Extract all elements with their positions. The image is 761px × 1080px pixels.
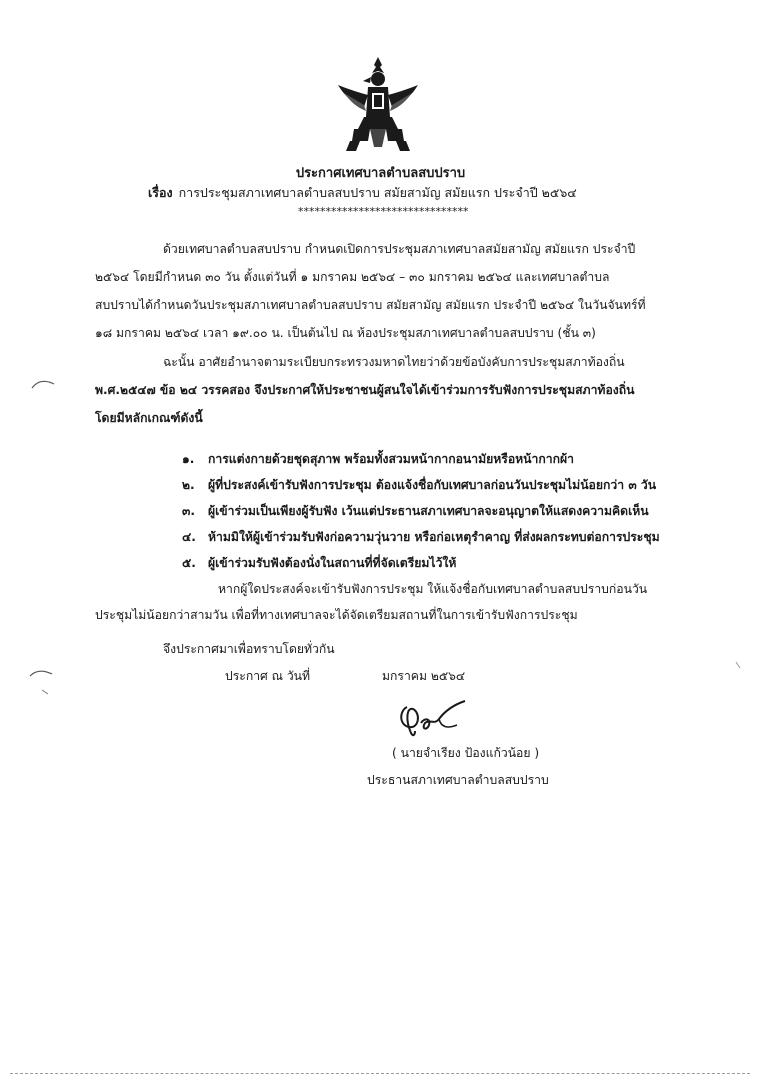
para1-line-3: สบปราบได้กำหนดวันประชุมสภาเทศบาลตำบลสบปราบ สมัยสามัญ สมัยแรก ประจำปี ๒๕๖๔ ในวันจันทร์ที่ <box>95 298 646 312</box>
signatory-name: ( นายจำเรียง ป้องแก้วน้อย ) <box>392 746 540 760</box>
criteria-item <box>182 476 656 495</box>
scan-mark <box>734 660 742 670</box>
subject-text: การประชุมสภาเทศบาลตำบลสบปราบ สมัยสามัญ สมัยแรก ประจำปี ๒๕๖๔ <box>178 185 577 200</box>
subject-line <box>148 183 577 203</box>
scan-mark <box>28 668 54 696</box>
date-label: ประกาศ ณ วันที่ <box>225 669 311 683</box>
criteria-text: ห้ามมิให้ผู้เข้าร่วมรับฟังก่อความวุ่นวาย หรือก่อเหตุรำคาญ ที่ส่งผลกระทบต่อการประชุม <box>208 530 660 544</box>
garuda-emblem-icon <box>330 55 426 155</box>
criteria-item <box>182 450 574 469</box>
para3-line-2: ประชุมไม่น้อยกว่าสามวัน เพื่อที่ทางเทศบาลจะได้จัดเตรียมสถานที่ในการเข้ารับฟังการประชุม <box>95 608 578 622</box>
para2-line-2: พ.ศ.๒๕๔๗ ข้อ ๒๔ วรรคสอง จึงประกาศให้ประชาชนผู้สนใจได้เข้าร่วมการรับฟังการประชุมสภาท้องถิ่น <box>95 383 635 397</box>
closing-text: จึงประกาศมาเพื่อทราบโดยทั่วกัน <box>163 642 335 656</box>
criteria-item <box>182 528 660 547</box>
para1-line-1: ด้วยเทศบาลตำบลสบปราบ กำหนดเปิดการประชุมสภาเทศบาลสมัยสามัญ สมัยแรก ประจำปี <box>163 242 636 256</box>
criteria-item <box>182 554 456 573</box>
subject-label: เรื่อง <box>148 185 173 200</box>
date-month-year: มกราคม ๒๕๖๔ <box>382 669 466 683</box>
para2-line-1: ฉะนั้น อาศัยอำนาจตามระเบียบกระทรวงมหาดไทยว่าด้วยข้อบังคับการประชุมสภาท้องถิ่น <box>163 355 625 369</box>
para1-line-4: ๑๘ มกราคม ๒๕๖๔ เวลา ๑๙.๐๐ น. เป็นต้นไป ณ ห้องประชุมสภาเทศบาลตำบลสบปราบ (ชั้น ๓) <box>95 326 596 340</box>
criteria-text: ผู้เข้าร่วมเป็นเพียงผู้รับฟัง เว้นแต่ประธานสภาเทศบาลจะอนุญาตให้แสดงความคิดเห็น <box>208 504 649 518</box>
criteria-number: ๔. <box>182 530 196 544</box>
criteria-number: ๕. <box>182 556 196 570</box>
bottom-scan-border <box>10 1073 750 1074</box>
criteria-text: ผู้เข้าร่วมรับฟังต้องนั่งในสถานที่ที่จัดเตรียมไว้ให้ <box>208 556 457 570</box>
criteria-number: ๓. <box>182 504 195 518</box>
divider-stars: ******************************* <box>298 205 469 218</box>
criteria-text: ผู้ที่ประสงค์เข้ารับฟังการประชุม ต้องแจ้งชื่อกับเทศบาลก่อนวันประชุมไม่น้อยกว่า ๓ วัน <box>208 478 657 492</box>
criteria-number: ๑. <box>182 452 195 466</box>
criteria-item <box>182 502 649 521</box>
scan-mark <box>30 378 56 390</box>
announcement-org: ประกาศเทศบาลตำบลสบปราบ <box>295 166 466 181</box>
handwritten-signature <box>395 697 475 739</box>
signatory-position: ประธานสภาเทศบาลตำบลสบปราบ <box>367 773 549 787</box>
criteria-number: ๒. <box>182 478 195 492</box>
criteria-text: การแต่งกายด้วยชุดสุภาพ พร้อมทั้งสวมหน้ากากอนามัยหรือหน้ากากผ้า <box>208 452 574 466</box>
para1-line-2: ๒๕๖๔ โดยมีกำหนด ๓๐ วัน ตั้งแต่วันที่ ๑ มกราคม ๒๕๖๔ – ๓๐ มกราคม ๒๕๖๔ และเทศบาลตำบล <box>95 270 610 284</box>
para2-line-3: โดยมีหลักเกณฑ์ดังนี้ <box>95 411 203 425</box>
para3-line-1: หากผู้ใดประสงค์จะเข้ารับฟังการประชุม ให้แจ้งชื่อกับเทศบาลตำบลสบปราบก่อนวัน <box>218 582 648 596</box>
